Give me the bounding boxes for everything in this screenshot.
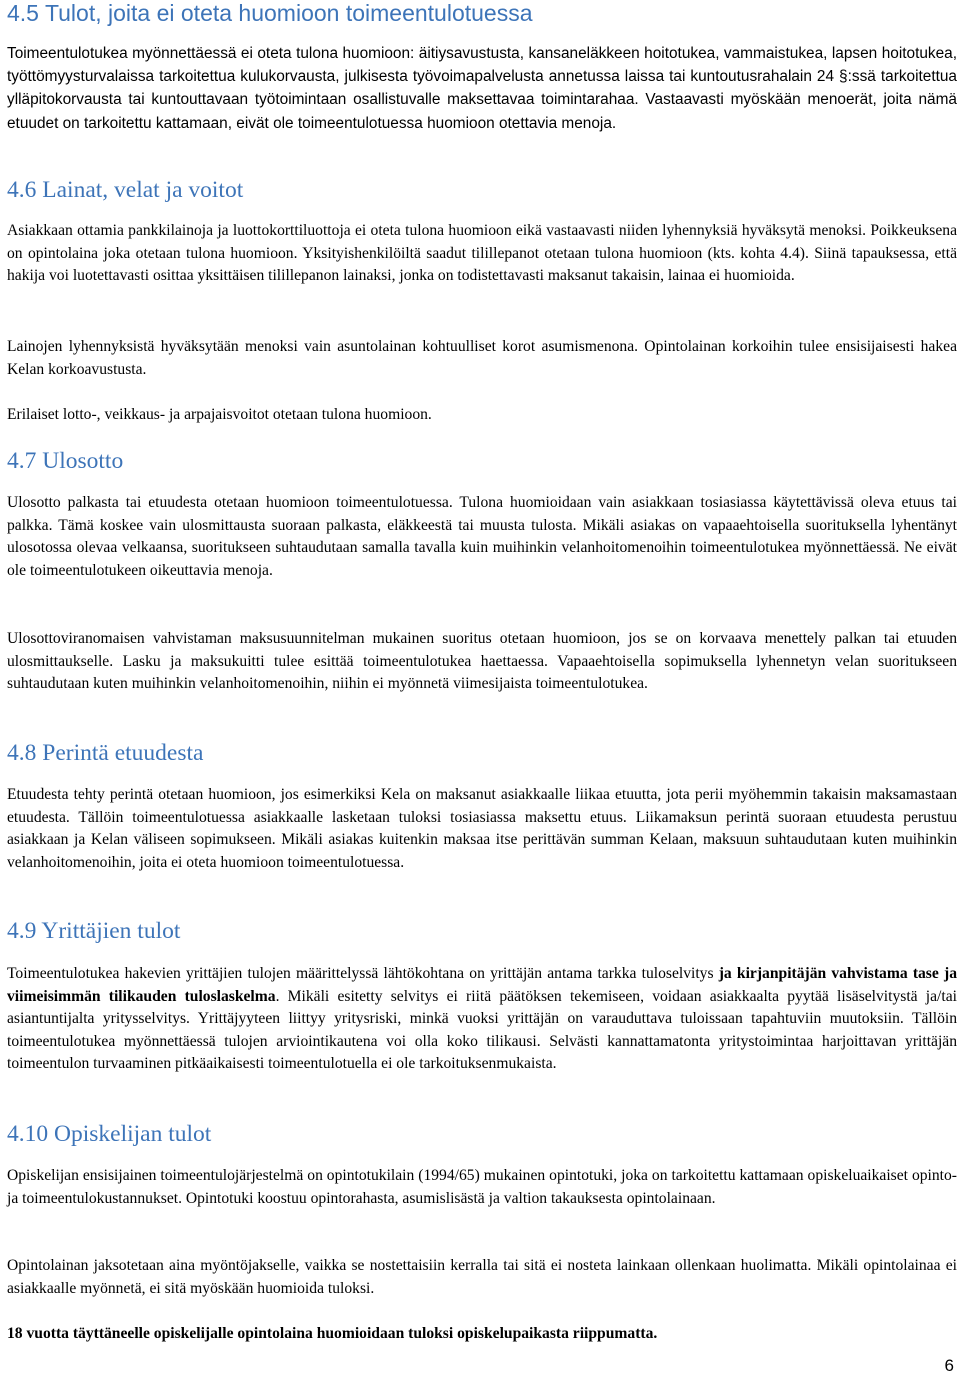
paragraph: Opiskelijan ensisijainen toimeentulojärjestelmä on opintotukilain (1994/65) mukainen opintotuki, joka on tarkoitettu kattamaan opiskeluaikaiset opinto- ja toimeentulokustannukset. Opintotuki koostuu opintorahasta, asumislisästä ja valtion takauksesta opintolainaan. bbox=[7, 1167, 957, 1207]
section-4-6-body bbox=[7, 220, 957, 288]
paragraph: Lainojen lyhennyksistä hyväksytään menoksi vain asuntolainan kohtuulliset korot asumismenona. Opintolainan korkoihin tulee ensisijaisesti hakea Kelan korkoavustusta. bbox=[7, 338, 957, 378]
paragraph: Erilaiset lotto-, veikkaus- ja arpajaisvoitot otetaan tulona huomioon. bbox=[7, 406, 432, 423]
paragraph: Etuudesta tehty perintä otetaan huomioon, jos esimerkiksi Kela on maksanut asiakkaalle liikaa etuutta, jota perii myöhemmin takaisin maksamastaan etuudesta. Tällöin toimeentulotuessa asiakkaalle lasketaan tuloksi tosiasiassa maksettu etuus. Liikamaksun perintä suoraan etuudesta perustuu asiakkaan ja Kelan väliseen sopimukseen. Mikäli asiakas kuitenkin maksaa itse perittävän summan Kelaan, maksuun suhtaudutaan kuten muihinkin velanhoitomenoihin, joita ei oteta huomioon toimeentulotuessa. bbox=[7, 786, 957, 871]
section-4-9-body bbox=[7, 963, 957, 1076]
section-heading: 4.10 Opiskelijan tulot bbox=[7, 1121, 212, 1147]
section-4-5-body bbox=[7, 42, 957, 135]
section-heading: 4.5 Tulot, joita ei oteta huomioon toimeentulotuessa bbox=[7, 0, 533, 26]
page-number: 6 bbox=[944, 1356, 954, 1375]
section-heading: 4.8 Perintä etuudesta bbox=[7, 740, 204, 766]
section-4-10 bbox=[7, 1121, 957, 1148]
section-4-7-body-2 bbox=[7, 628, 957, 696]
section-4-8 bbox=[7, 740, 957, 767]
section-heading: 4.7 Ulosotto bbox=[7, 448, 124, 474]
paragraph-bold: 18 vuotta täyttäneelle opiskelijalle opintolaina huomioidaan tuloksi opiskelupaikasta riippumatta. bbox=[7, 1325, 658, 1342]
section-4-7 bbox=[7, 448, 957, 475]
paragraph-text: . Mikäli esitetty selvitys ei riitä päätöksen tekemiseen, voidaan asiakkaalta pyytää lisäselvitystä ja/tai asiantuntijalta yritysselvitys. Yrittäjyyteen liittyy yritysriski, minkä vuoksi yrittäjän on varauduttava tuloissaan tapahtuviin muutoksiin. Tällöin toimeentulotukea myönnettäessä tulojen arviointikautena voi olla koko tilikausi. Selvästi kannattamatonta yritystoimintaa harjoittavan yrittäjän toimeentulon turvaaminen pitkäaikaisesti toimeentulotuella ei ole tarkoituksenmukaista. bbox=[7, 987, 957, 1073]
section-4-8-body bbox=[7, 784, 957, 874]
paragraph: Ulosotto palkasta tai etuudesta otetaan huomioon toimeentulotuessa. Tulona huomioidaan vain asiakkaan tosiasiassa käytettävissä oleva etuus tai palkka. Tämä koskee vain ulosmittausta suoraan palkasta, eläkkeestä tai muusta tulosta. Mikäli asiakas on vapaaehtoisella suorituksella lyhentänyt ulosotossa olevaa velkaansa, suoritukseen suhtaudutaan samalla tavalla kuin muihinkin velanhoitomenoihin toimeentulotukea myönnettäessä. Ne eivät ole toimeentulotukeen oikeuttavia menoja. bbox=[7, 494, 957, 579]
section-4-6-body-2 bbox=[7, 336, 957, 381]
section-4-6-body-3 bbox=[7, 404, 957, 427]
paragraph: Asiakkaan ottamia pankkilainoja ja luottokorttiluottoja ei oteta tulona huomioon eikä vastaavasti niiden lyhennyksiä hyväksytä menoksi. Poikkeuksena on opintolaina joka otetaan tulona huomioon. Yksityishenkilöiltä saadut tilillepanot otetaan tulona huomioon (kts. kohta 4.4). Siinä tapauksessa, että hakija voi luotettavasti osittaa yksittäisen tilillepanon lainaksi, jonka on todistettavasti maksanut takaisin, lainaa ei huomioida. bbox=[7, 222, 957, 285]
paragraph bbox=[7, 963, 957, 1076]
section-heading: 4.6 Lainat, velat ja voitot bbox=[7, 177, 244, 203]
section-4-10-body-2 bbox=[7, 1255, 957, 1300]
section-4-7-body bbox=[7, 492, 957, 582]
section-4-6 bbox=[7, 177, 957, 204]
paragraph: Ulosottoviranomaisen vahvistaman maksusuunnitelman mukainen suoritus otetaan huomioon, jos se on korvaava menettely palkan tai etuuden ulosmittaukselle. Lasku ja maksukuitti tulee esittää toimeentulotukea haettaessa. Vapaaehtoisella sopimuksella lyhennetyn velan suoritukseen suhtaudutaan kuten muihinkin velanhoitomenoihin, niihin ei myönnetä viimesijaista toimeentulotukea. bbox=[7, 630, 957, 693]
paragraph: Toimeentulotukea myönnettäessä ei oteta tulona huomioon: äitiysavustusta, kansaneläkkeen hoitotukea, vammaistukea, lapsen hoitotukea, työttömyysturvalaissa tarkoitettua kulukorvausta, julkisesta työvoimapalvelusta annetussa laissa tai kuntoutusrahalain 24 §:ssä tarkoitettua ylläpitokorvausta tai kuntouttavaan työtoimintaan osallistuvalle maksettavaa toimintarahaa. Vastaavasti myöskään menoerät, joita nämä etuudet on tarkoitettu kattamaan, eivät ole toimeentulotuessa huomioon otettavia menoja. bbox=[7, 45, 957, 132]
section-heading: 4.9 Yrittäjien tulot bbox=[7, 918, 181, 944]
emphasized-text: ja kirjanpitäjän vahvistama tase ja viimeisimmän tilikauden tuloslaskelma bbox=[7, 965, 957, 1005]
section-4-5 bbox=[7, 0, 957, 27]
section-4-9 bbox=[7, 918, 957, 945]
section-4-10-body bbox=[7, 1165, 957, 1210]
paragraph: Opintolainan jaksotetaan aina myöntöjakselle, vaikka se nostettaisiin kerralla tai sitä ei nosteta lainkaan ollenkaan huolimatta. Mikäli opintolainaa ei asiakkaalle myönnetä, ei sitä myöskään huomioida tuloksi. bbox=[7, 1257, 957, 1297]
paragraph-text: Toimeentulotukea hakevien yrittäjien tulojen määrittelyssä lähtökohtana on yrittäjän antama tarkka tuloselvitys bbox=[7, 965, 719, 982]
section-4-10-body-3 bbox=[7, 1323, 957, 1346]
